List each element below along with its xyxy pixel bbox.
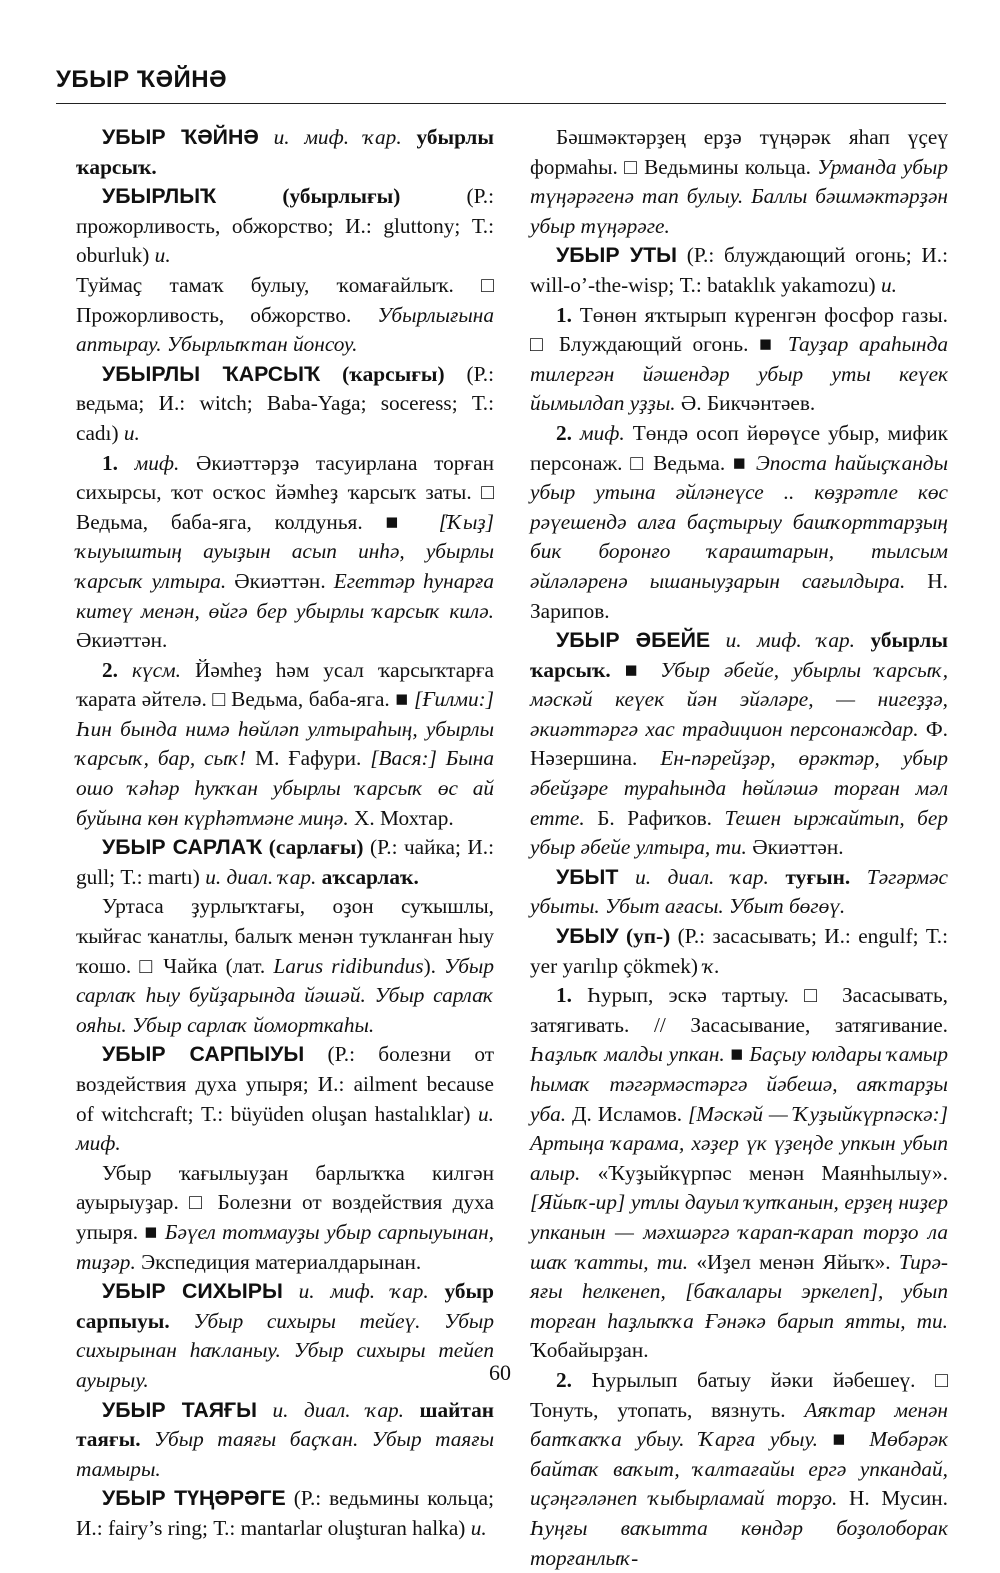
sense-2: 2. Һурылып батыу йәки йәбешеү. □ Тонуть, утопать, вязнуть. Аяҡтар менән батҡаҡҡа убыу. Ҡарға убыу. ■ Мөбәрәк байтаҡ ваҡыт, ҡалтағайы ергә упкандай, иҫәңгәләнеп ҡыбырламай торҙо. Н. Мусин. Һуңғы ваҡытта көндәр боҙолоборак торғанлыҡ- — [530, 1367, 949, 1570]
entry-ubyrly-karsyk: УБЫРЛЫ ҠАРСЫҠ (ҡарсығы) (Р.: ведьма; И.: witch; Baba-Yaga; soceress; Т.: cadı) и. — [76, 361, 495, 445]
square-marker: ■ — [732, 450, 749, 475]
headword: УБЫР ӘБЕЙЕ — [556, 628, 711, 653]
headword: УБЫР САРЛАҠ — [102, 835, 263, 860]
headword: УБЫР ТҮҢӘРӘГЕ — [102, 1486, 286, 1511]
page-number: 60 — [489, 1360, 511, 1385]
box-marker: □ — [481, 480, 495, 505]
headword: УБЫРЛЫ ҠАРСЫҠ — [102, 361, 321, 386]
headword: УБЫР ТАЯҒЫ — [102, 1397, 257, 1422]
entry-ubyr-sihyry: УБЫР СИХЫРЫ и. миф. ҡар. убыр сарпыуы. Убыр сихыры тейеү. Убыр сихырынан һаҡланыу. Убыр сихыры тейеп ауырыу. — [76, 1279, 495, 1392]
entry-ubyr-sarpyuy-desc: Убыр ҡағылыуҙан барлыҡҡа килгән ауырыуҙар. □ Болезни от воздействия духа упыря. ■ Бәүел тотмауҙы убыр сарпыуынан, тиҙәр. Экспедиция материалдарынан. — [76, 1160, 494, 1274]
entry-ubyr-sarpyuy: УБЫР САРПЫУЫ (Р.: болезни от воздействия духа упыря; И.: ailment because of witchcraft; Т.: büyüden oluşan hastalıklar) и. миф. — [76, 1042, 495, 1156]
entry-ubyr-tynerege-cont: Бәшмәктәрҙең ерҙә түңәрәк яһап үҫеү формаһы. □ Ведьмины кольца. Урманда убыр түңәрәгенә тап булыу. Баллы бәшмәктәрҙән убыр түңәрәге. — [530, 125, 948, 238]
box-marker: □ — [624, 154, 638, 179]
entry-ubyr-sarlak: УБЫР САРЛАҠ (сарлағы) (Р.: чайка; И.: gull; Т.: martı) и. диал. ҡар. аҡсарлаҡ. — [76, 835, 495, 889]
square-marker: ■ — [730, 1042, 744, 1067]
headword: УБЫТ — [556, 864, 619, 889]
entry-ubyt: УБЫТ и. диал. ҡар. туғын. Тәгәрмәс убыты. Убыт ағасы. Убыт бөгөү. — [530, 864, 949, 919]
entry-ubyr-tynerege: УБЫР ТҮҢӘРӘГЕ (Р.: ведьмины кольца; И.: fairy’s ring; Т.: mantarlar oluşturan halka) и. — [76, 1486, 495, 1540]
box-marker: □ — [804, 983, 827, 1008]
box-marker: □ — [189, 1190, 208, 1215]
box-marker: □ — [481, 272, 494, 297]
sense-1: 1. миф. Әкиәттәрҙә тасуирлана торған сихырсы, ҡот осҡос йәмһеҙ ҡарсыҡ заты. □ Ведьма, баба-яга, колдунья. ■ [Ҡыҙ] ҡыуыштың ауыҙын асып инһә, убырлы ҡарсыҡ ултыра. Әкиәттән. Егеттәр һунарға китеү менән, өйгә бер убырлы ҡарсыҡ килә. Әкиәттән. — [76, 450, 495, 653]
entry-ubyr-ebeye: УБЫР ӘБЕЙЕ и. миф. ҡар. убырлы ҡарсыҡ. ■ Убыр әбейе, убырлы ҡарсыҡ, мәскәй кеүек йән эйәләре, — нигеҙҙә, әкиәттәргә хас традицион персонаждар. Ф. Нәзершина. Ен-пәрейҙәр, өрәктәр, убыр әбейҙәре тураһында һөйләшә торған мәл етте. Б. Рафиҡов. Тешен ыржайтып, бер убыр әбейе ултыра, ти. Әкиәттән. — [530, 628, 949, 860]
box-marker: □ — [212, 687, 226, 712]
square-marker: ■ — [395, 687, 409, 712]
entry-ubyr-sarlak-desc: Уртаса ҙурлыҡтағы, оҙон суҡышлы, ҡыйғас ҡанатлы, балыҡ менән туҡланған һыу ҡошо. □ Чайка (лат. Larus ridibundus). Убыр сарлаҡ һыу буйҙарында йәшәй. Убыр сарлаҡ ояһы. Убыр сарлаҡ йоморткаһы. — [76, 894, 494, 1037]
entry-ubyrlyk: УБЫРЛЫҠ (убырлығы) (Р.: прожорливость, обжорство; И.: gluttony; Т.: oburluk) и. Туймаҫ тамаҡ булыу, ҡомағайлыҡ. □ Прожорливость, обжорство. Убырлығына аптырау. Убырлыҡтан йонсоу. — [76, 184, 495, 357]
square-marker: ■ — [385, 509, 416, 534]
headword: УБЫР САРПЫУЫ — [102, 1042, 305, 1067]
entry-ubyr-tayagy: УБЫР ТАЯҒЫ и. диал. ҡар. шайтан таяғы. Убыр таяғы баҫҡан. Убыр таяғы тамыры. — [76, 1397, 495, 1481]
square-marker: ■ — [759, 332, 778, 357]
right-column — [530, 123, 948, 1573]
headword: УБЫР УТЫ — [556, 243, 678, 268]
header-rule — [56, 103, 946, 104]
box-marker: □ — [935, 1367, 949, 1392]
headword: УБЫР ҠӘЙНӘ — [102, 125, 259, 149]
box-marker: □ — [530, 332, 549, 357]
left-column — [76, 123, 494, 1544]
box-marker: □ — [630, 450, 646, 475]
entry-ubyu: УБЫУ (уп-) (Р.: засасывать; И.: engulf; Т.: yer yarılıp çökmek) ҡ. — [530, 924, 948, 978]
entry-ubyr-keyne: УБЫР ҠӘЙНӘ и. миф. ҡар. убырлы ҡарсыҡ. — [76, 125, 494, 179]
headword: УБЫРЛЫҠ — [102, 184, 217, 209]
running-head: УБЫР ҠӘЙНӘ — [56, 66, 228, 93]
sense-1: 1. Һурып, эскә тартыу. □ Засасывать, затягивать. // Засасывание, затягивание. Һаҙлыҡ малды упкан. ■ Баҫыу юлдары ҡамыр һымаҡ тәгәрмәстәргә йәбешә, аяҡтарҙы уба. Д. Исламов. [Мәскәй — Ҡуҙыйкүрпәскә:] Артыңа ҡарама, хәҙер үк үҙеңде упкын убып алыр. «Ҡуҙыйкүрпәс менән Маянһылыу». [Яйыҡ-ир] утлы дауыл ҡупҡанын, ерҙең ниҙер упканын — мәхшәргә ҡарап-ҡарап торҙо ла шаҡ ҡатты, ти. «Иҙел менән Яйыҡ». Тирә-яғы һелкенеп, [баҡалары эркелеп], убып торған һаҙлыҡҡа Ғәнәкә барып ятты, ти. Ҡобайырҙан. — [530, 983, 949, 1363]
sense-1: 1. Төнөн яҡтырып күренгән фосфор газы. □ Блуждающий огонь. ■ Тауҙар араһында тилергән йәшендәр убыр уты кеүек йымылдап уҙҙы. Ә. Бикчәнтәев. — [530, 302, 949, 416]
box-marker: □ — [139, 953, 156, 978]
square-marker: ■ — [832, 1427, 855, 1452]
headword: УБЫУ — [556, 924, 619, 949]
entry-ubyr-uty: УБЫР УТЫ (Р.: блуждающий огонь; И.: will-o’-the-wisp; Т.: bataklık yakamozu) и. — [530, 243, 948, 297]
sense-2: 2. күсм. Йәмһеҙ һәм усал ҡарсыҡтарға ҡарата әйтелә. □ Ведьма, баба-яга. ■ [Ғилми:] Һин бында нимә һөйләп ултыраһың, убырлы ҡарсыҡ, бар, сыҡ! М. Ғафури. [Вася:] Бына ошо ҡәһәр һуҡҡан убырлы ҡарсыҡ өс ай буйына көн күрһәтмәне миңә. Х. Мохтар. — [76, 657, 495, 830]
square-marker: ■ — [624, 657, 647, 682]
sense-2: 2. миф. Төндә осоп йөрөүсе убыр, мифик персонаж. □ Ведьма. ■ Эпоста һайыҫҡанды убыр утына әйләнеүсе .. көҙрәтле көс рәүешендә алға баҫтырыу башҡорттарҙың бик боронғо ҡараштарын, тылсым әйләләренә ышаныуҙарын сағылдыра. Н. Зарипов. — [530, 420, 949, 623]
headword: УБЫР СИХЫРЫ — [102, 1279, 283, 1304]
square-marker: ■ — [144, 1219, 159, 1244]
